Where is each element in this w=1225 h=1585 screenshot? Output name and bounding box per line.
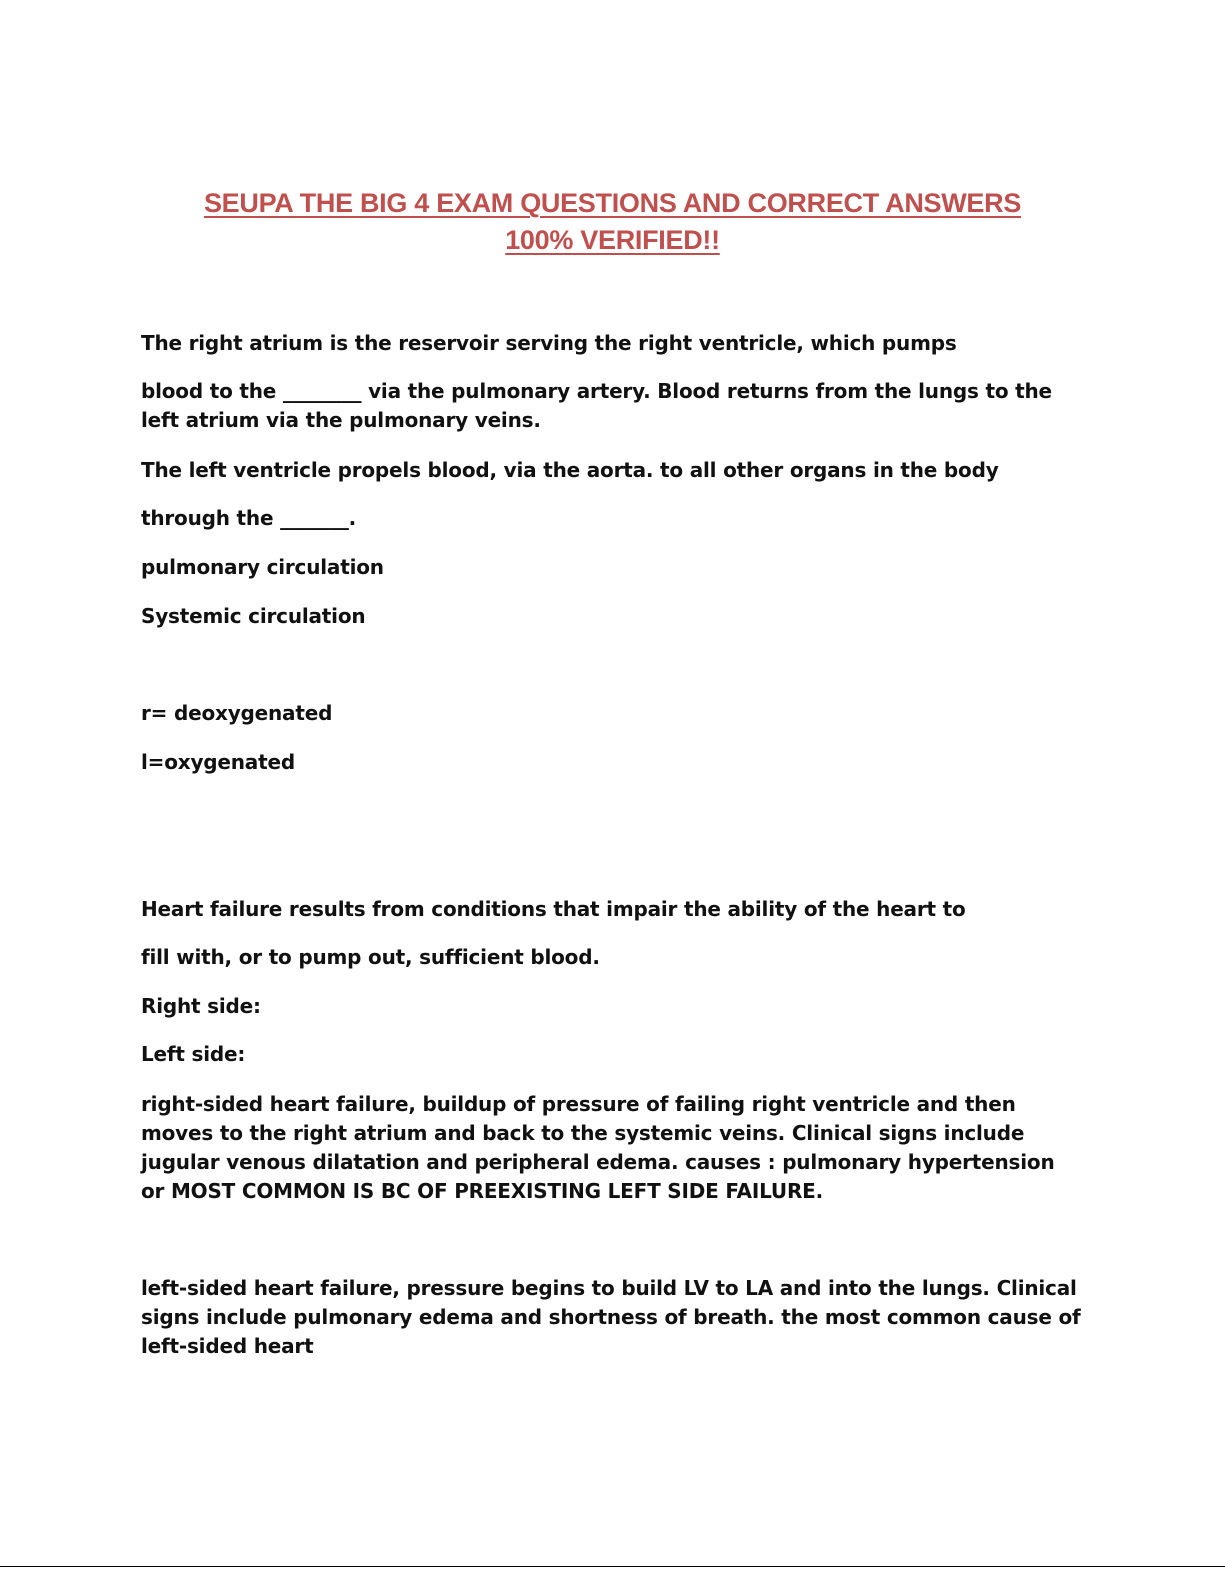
label-right-side: Right side: — [141, 994, 261, 1018]
document-title-line-1: SEUPA THE BIG 4 EXAM QUESTIONS AND CORRECT ANSWERS — [203, 188, 1022, 218]
paragraph-through-the: through the _______. — [141, 506, 357, 530]
label-left-side: Left side: — [141, 1042, 246, 1066]
answer-systemic-circulation: Systemic circulation — [141, 604, 366, 628]
paragraph-blood-to-lungs: blood to the ________ via the pulmonary artery. Blood returns from the lungs to the left atrium via the pulmonary veins. — [141, 379, 1052, 432]
paragraph-fill-with: fill with, or to pump out, sufficient blood. — [141, 945, 600, 969]
paragraph-left-ventricle: The left ventricle propels blood, via the aorta. to all other organs in the body — [141, 458, 999, 482]
paragraph-right-sided-failure: right-sided heart failure, buildup of pressure of failing right ventricle and then moves to the right atrium and back to the systemic veins. Clinical signs include jugular venous dilatation and peripheral edema. causes : pulmonary hypertension or MOST COMMON IS BC OF PREEXISTING LEFT SIDE FAILURE. — [141, 1092, 1055, 1203]
paragraph-left-sided-failure: left-sided heart failure, pressure begins to build LV to LA and into the lungs. Clinical signs include pulmonary edema and shortness of breath. the most common cause of left-sided heart — [141, 1276, 1081, 1358]
page-bottom-border — [0, 1566, 1225, 1567]
document-title-line-2: 100% VERIFIED!! — [505, 225, 720, 255]
answer-pulmonary-circulation: pulmonary circulation — [141, 555, 384, 579]
paragraph-heart-failure: Heart failure results from conditions that impair the ability of the heart to — [141, 897, 966, 921]
paragraph-right-atrium: The right atrium is the reservoir serving the right ventricle, which pumps — [141, 331, 957, 355]
note-left-oxygenated: l=oxygenated — [141, 750, 295, 774]
note-right-deoxygenated: r= deoxygenated — [141, 701, 333, 725]
